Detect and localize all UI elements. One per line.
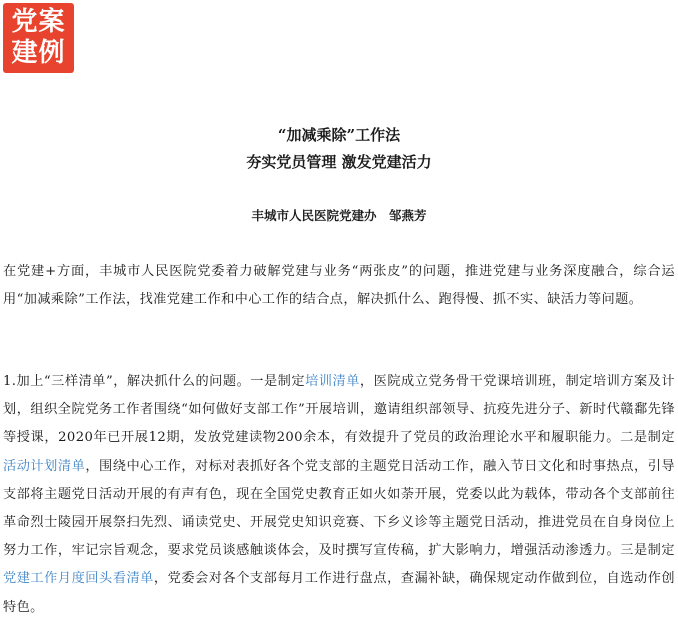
activity-plan-list-highlight: 活动计划清单 bbox=[3, 458, 86, 474]
intro-paragraph: 在党建+方面，丰城市人民医院党委着力破解党建与业务“两张皮”的问题，推进党建与业务深度融合，综合运用“加减乘除”工作法，找准党建工作和中心工作的结合点，解决抓什么、跑得慢、抓不实、缺活力等问题。 bbox=[3, 264, 675, 308]
section-1-text-c: ，围绕中心工作，对标对表抓好各个党支部的主题党日活动工作，融入节日文化和时事热点，引导支部将主题党日活动开展的有声有色，现在全国党史教育正如火如荼开展，党委以此为载体，带动各个支部前往革命烈士陵园开展祭扫先烈、诵读党史、开展党史知识竞赛、下乡义诊等主题党日活动，推进党员在自身岗位上努力工作，牢记宗旨观念，要求党员谈感触谈体会，及时撰写宣传稿，扩大影响力，增强活动渗透力。三是制定 bbox=[3, 458, 675, 559]
section-1-text-b: ，医院成立党务骨干党课培训班，制定培训方案及计划，组织全院党务工作者围绕“如何做好支部工作”开展培训，邀请组织部领导、抗疫先进分子、新时代赣鄱先锋等授课，2020年已开展12期，发放党建读物200余本，有效提升了党员的政治理论水平和履职能力。二是制定 bbox=[3, 374, 675, 446]
author-byline: 丰城市人民医院党建办 邹燕芳 bbox=[251, 208, 427, 223]
section-1-text-d: ，党委会对各个支部每月工作进行盘点，查漏补缺，确保规定动作做到位，自选动作创特色。 bbox=[3, 571, 675, 615]
article-title-line-2: 夯实党员管理 激发党建活力 bbox=[246, 153, 432, 171]
training-list-highlight: 培训清单 bbox=[305, 374, 360, 389]
badge-line-2: 建例 bbox=[11, 38, 66, 68]
article-title-line-1: “加减乘除”工作法 bbox=[277, 126, 401, 144]
monthly-review-list-highlight: 党建工作月度回头看清单 bbox=[3, 571, 154, 587]
section-1-text-a: 1.加上“三样清单”，解决抓什么的问题。一是制定 bbox=[3, 374, 306, 389]
section-1-paragraph bbox=[3, 368, 675, 622]
category-badge bbox=[3, 3, 74, 73]
badge-line-1: 党案 bbox=[11, 7, 66, 37]
